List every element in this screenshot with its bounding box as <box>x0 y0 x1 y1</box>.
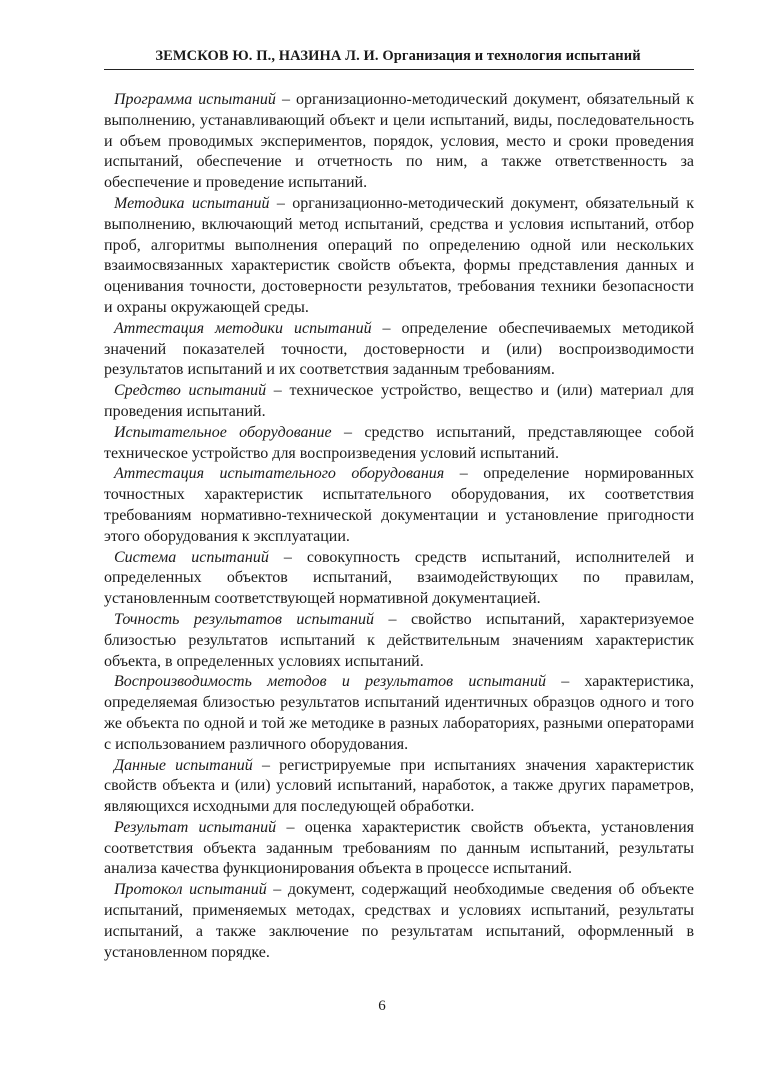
definition-text: средство испытаний, представляющее собой техническое устройство для воспроизведения условий испытаний. <box>104 423 695 462</box>
definition-term: Аттестация испытательного оборудования <box>114 465 445 483</box>
definition-paragraph <box>104 756 694 818</box>
definition-term: Воспроизводимость методов и результатов испытаний <box>114 673 546 691</box>
definition-term: Точность результатов испытаний <box>114 610 374 628</box>
definition-paragraph <box>104 194 694 319</box>
definition-text: свойство испытаний, характеризуемое близостью результатов испытаний к действительным значениям характеристик объекта, в определенных условиях испытаний. <box>104 610 694 670</box>
definition-term: Аттестация методики испытаний <box>114 319 372 337</box>
definition-separator: – <box>546 673 585 691</box>
definition-text: документ, содержащий необходимые сведения об объекте испытаний, применяемых методах, средствах и условиях испытаний, результаты испытаний, а также заключение по результатам испытаний, оформленный в установленном порядке. <box>104 881 694 961</box>
definition-paragraph <box>104 610 694 672</box>
definition-separator: – <box>275 91 297 108</box>
definition-term: Испытательное оборудование <box>114 423 332 441</box>
definition-separator: – <box>444 465 484 483</box>
definition-paragraph <box>104 423 694 465</box>
definition-paragraph <box>104 319 694 381</box>
definition-text: регистрируемые при испытаниях значения характеристик свойств объекта и (или) условий испытаний, наработок, а также других параметров, являющихся исходными для последующей обработки. <box>104 756 694 816</box>
definition-paragraph <box>104 818 694 880</box>
definition-separator: – <box>276 818 305 836</box>
definition-term: Методика испытаний <box>114 194 270 212</box>
definition-paragraph <box>104 672 694 755</box>
definition-separator: – <box>269 194 293 212</box>
definition-separator: – <box>268 548 307 566</box>
definition-separator: – <box>331 423 365 441</box>
definition-term: Средство испытаний <box>114 382 267 400</box>
definition-separator: – <box>266 382 290 400</box>
definition-text: оценка характеристик свойств объекта, установления соответствия объекта заданным требованиям по данным испытаний, результаты анализа качества функционирования объекта в процессе испытаний. <box>104 818 695 878</box>
definition-term: Протокол испытаний <box>114 881 267 899</box>
definition-text: совокупность средств испытаний, исполнителей и определенных объектов испытаний, взаимодействующих по правилам, установленным соответствующей нормативной документацией. <box>104 548 695 608</box>
definition-term: Результат испытаний <box>114 818 277 836</box>
definition-text: определение нормированных точностных характеристик испытательного оборудования, их соответствия требованиям нормативно-технической документации и установление пригодности этого оборудования к эксплуатации. <box>104 465 695 545</box>
definition-separator: – <box>371 319 402 337</box>
definition-text: организационно-методический документ, обязательный к выполнению, устанавливающий объект и цели испытаний, виды, последовательность и объем проводимых экспериментов, порядок, условия, место и сроки проведения испытаний, обеспечение и отчетность по ним, а также ответственность за обеспечение и проведение испытаний. <box>104 91 694 192</box>
definition-text: техническое устройство, вещество и (или) материал для проведения испытаний. <box>104 382 695 420</box>
definition-term: Система испытаний <box>114 548 269 566</box>
definition-separator: – <box>252 756 280 774</box>
definition-term: Данные испытаний <box>114 756 253 774</box>
definition-separator: – <box>266 881 288 899</box>
page-number: 6 <box>378 998 386 1014</box>
header-divider <box>104 69 694 70</box>
definition-term: Программа испытаний <box>114 91 276 108</box>
definition-text: характеристика, определяемая близостью результатов испытаний идентичных образцов одного и того же объекта по одной и той же методике в разных лабораториях, разными операторами с использованием различного оборудования. <box>104 673 695 753</box>
definition-separator: – <box>373 610 411 628</box>
definition-text: определение обеспечиваемых методикой значений показателей точности, достоверности и (или) воспроизводимости результатов испытаний и их соответствия заданным требованиям. <box>104 319 694 379</box>
running-header: ЗЕМСКОВ Ю. П., НАЗИНА Л. И. Организация и технология испытаний <box>155 48 641 64</box>
definition-paragraph <box>104 90 694 194</box>
definition-paragraph <box>104 381 694 423</box>
definitions-body <box>104 90 694 963</box>
definition-paragraph <box>104 464 694 547</box>
definition-paragraph <box>104 880 694 963</box>
definition-paragraph <box>104 548 694 610</box>
definition-text: организационно-методический документ, обязательный к выполнению, включающий метод испытаний, средства и условия испытаний, отбор проб, алгоритмы выполнения операций по определению одной или нескольких взаимосвязанных характеристик свойств объекта, формы представления данных и оценивания точности, достоверности результатов, требования техники безопасности и охраны окружающей среды. <box>104 194 695 316</box>
